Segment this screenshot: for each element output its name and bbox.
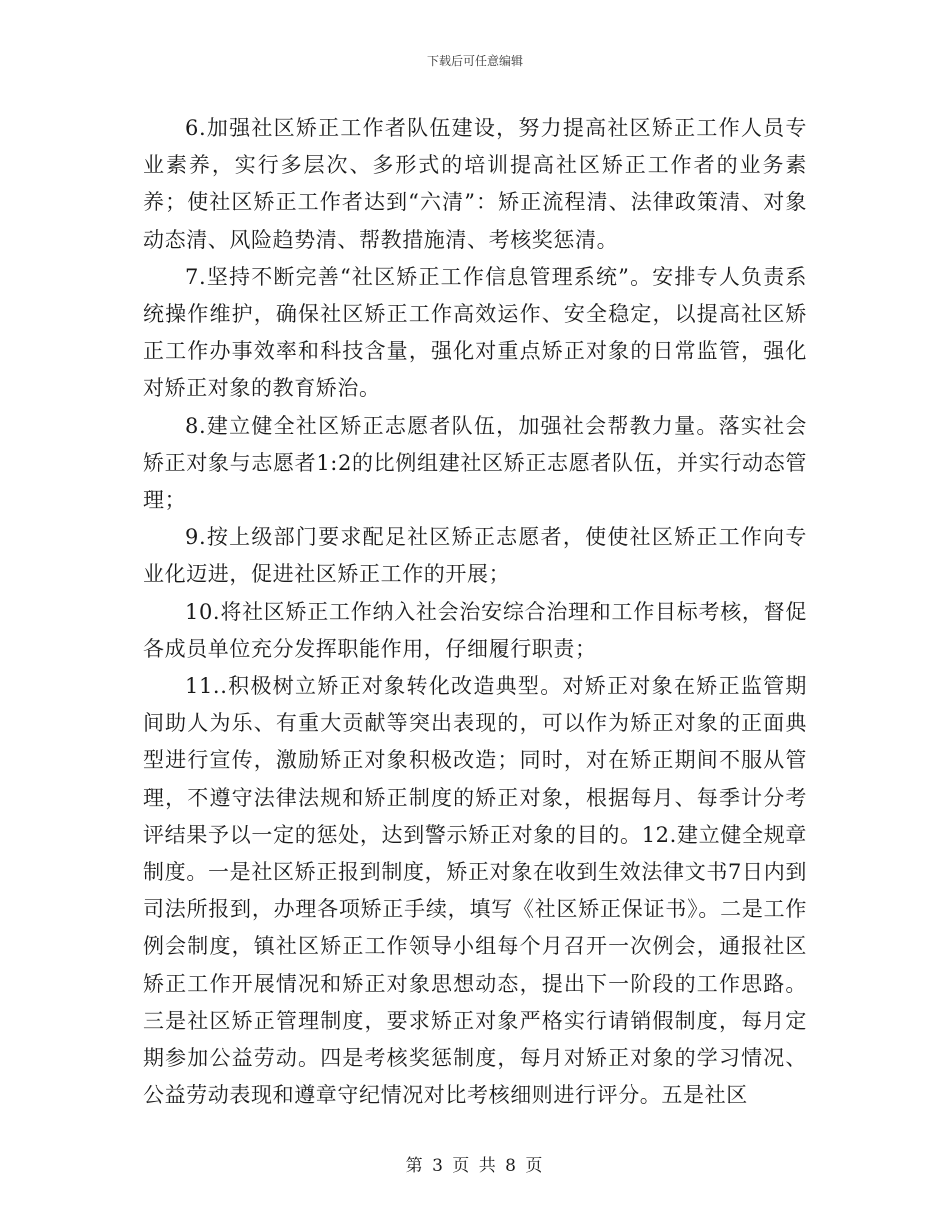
page-number: 第 3 页 共 8 页 xyxy=(405,1156,545,1176)
paragraph-9: 9.按上级部门要求配足社区矫正志愿者，使使社区矫正工作向专业化迈进，促进社区矫正工作的开展； xyxy=(143,525,807,587)
paragraph-8: 8.建立健全社区矫正志愿者队伍，加强社会帮教力量。落实社会矫正对象与志愿者1:2的比例组建社区矫正志愿者队伍，并实行动态管理； xyxy=(143,413,807,513)
document-body xyxy=(143,110,807,1114)
paragraph-10: 10.将社区矫正工作纳入社会治安综合治理和工作目标考核，督促各成员单位充分发挥职能作用，仔细履行职责； xyxy=(143,599,807,661)
page-header: 下载后可任意编辑 xyxy=(426,54,523,68)
paragraph-6: 6.加强社区矫正工作者队伍建设，努力提高社区矫正工作人员专业素养，实行多层次、多形式的培训提高社区矫正工作者的业务素养；使社区矫正工作者达到“六清”：矫正流程清、法律政策清、对象动态清、风险趋势清、帮教措施清、考核奖惩清。 xyxy=(143,116,807,252)
paragraph-7: 7.坚持不断完善“社区矫正工作信息管理系统”。安排专人负责系统操作维护，确保社区矫正工作高效运作、安全稳定，以提高社区矫正工作办事效率和科技含量，强化对重点矫正对象的日常监管，强化对矫正对象的教育矫治。 xyxy=(143,264,807,401)
paragraph-11: 11..积极树立矫正对象转化改造典型。对矫正对象在矫正监管期间助人为乐、有重大贡献等突出表现的，可以作为矫正对象的正面典型进行宣传，激励矫正对象积极改造；同时，对在矫正期间不服从管理，不遵守法律法规和矫正制度的矫正对象，根据每月、每季计分考评结果予以一定的惩处，达到警示矫正对象的目的。12.建立健全规章制度。一是社区矫正报到制度，矫正对象在收到生效法律文书7日内到司法所报到，办理各项矫正手续，填写《社区矫正保证书》。二是工作例会制度，镇社区矫正工作领导小组每个月召开一次例会，通报社区矫正工作开展情况和矫正对象思想动态，提出下一阶段的工作思路。三是社区矫正管理制度，要求矫正对象严格实行请销假制度，每月定期参加公益劳动。四是考核奖惩制度，每月对矫正对象的学习情况、公益劳动表现和遵章守纪情况对比考核细则进行评分。五是社区 xyxy=(143,674,807,1108)
